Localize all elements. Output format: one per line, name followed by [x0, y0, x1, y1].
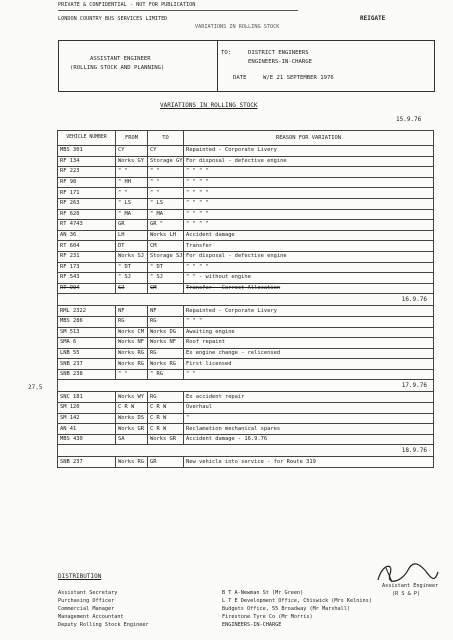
to-line-2: ENGINEERS-IN-CHARGE: [248, 59, 312, 65]
distribution-item: Purchasing Officer: [58, 598, 115, 604]
to-cell: GR: [148, 457, 184, 468]
table-row: [58, 156, 434, 167]
table-row: [58, 146, 434, 157]
to-label: TO:: [221, 50, 232, 56]
from-cell: CY: [116, 146, 148, 157]
to-cell: CY: [148, 146, 184, 157]
from-cell: LH: [116, 230, 148, 241]
signature-dept: (R S & P): [392, 591, 421, 597]
from-cell: Works GY: [116, 156, 148, 167]
to-cell: " ": [148, 167, 184, 178]
vehicle-number-cell: RF 263: [58, 198, 116, 209]
vehicle-number-cell: RML 2322: [58, 306, 116, 317]
from-cell: Works WY: [116, 392, 148, 403]
date-break-row: [58, 380, 434, 392]
header-vehicle-number: VEHICLE NUMBER: [58, 131, 116, 146]
date-value: W/E 21 SEPTEMBER 1976: [263, 75, 334, 81]
variations-table: [57, 130, 434, 468]
distribution-heading: DISTRIBUTION: [58, 573, 102, 580]
vehicle-number-cell: RF 171: [58, 188, 116, 199]
distribution-item: Management Accountant: [58, 614, 124, 620]
vehicle-number-cell: MBS 286: [58, 316, 116, 327]
from-cell: SA: [116, 434, 148, 445]
table-row: [58, 306, 434, 317]
reason-cell: Accident damage: [184, 230, 434, 241]
table-row: [58, 188, 434, 199]
distribution-item: B T A-Newman St (Mr Green): [222, 590, 304, 596]
page-title: VARIATIONS IN ROLLING STOCK: [160, 102, 258, 109]
from-cell: " DT: [116, 262, 148, 273]
vehicle-number-cell: RT 4743: [58, 220, 116, 231]
reason-cell: " " " ": [184, 177, 434, 188]
vehicle-number-cell: RF 223: [58, 167, 116, 178]
to-cell: GR ": [148, 220, 184, 231]
to-line-1: DISTRICT ENGINEERS: [248, 50, 309, 56]
from-cell: " LS: [116, 198, 148, 209]
to-cell: RG: [148, 392, 184, 403]
reason-cell: Accident damage - 16.9.76: [184, 434, 434, 445]
table-row: [58, 262, 434, 273]
from-cell: " MA: [116, 209, 148, 220]
reason-cell: New vehicle into service - for Route 319: [184, 457, 434, 468]
from-cell: Works SJ: [116, 251, 148, 262]
reason-cell: " " " ": [184, 209, 434, 220]
reason-cell: Ex engine change - relicensed: [184, 348, 434, 359]
date-break-row: [58, 294, 434, 306]
distribution-list-left: [58, 589, 149, 629]
vehicle-number-cell: AN 41: [58, 424, 116, 435]
from-cell: GR: [116, 220, 148, 231]
to-cell: Works GR: [148, 434, 184, 445]
to-cell: " DT: [148, 262, 184, 273]
from-cell: " SJ: [116, 273, 148, 284]
table-row: [58, 209, 434, 220]
table-row: [58, 457, 434, 468]
company-name: LONDON COUNTRY BUS SERVICES LIMITED: [58, 16, 168, 22]
to-cell: C R W: [148, 403, 184, 414]
distribution-item: Deputy Rolling Stock Engineer: [58, 622, 149, 628]
vehicle-number-cell: RT 994: [58, 283, 116, 294]
date-break-spacer: [58, 294, 116, 306]
reason-cell: " " " ": [184, 188, 434, 199]
vehicle-number-cell: RF 543: [58, 273, 116, 284]
to-cell: " LS: [148, 198, 184, 209]
from-cell: Works CM: [116, 327, 148, 338]
to-cell: " SJ: [148, 273, 184, 284]
reason-cell: Roof repaint: [184, 338, 434, 349]
vehicle-number-cell: SNB 237: [58, 457, 116, 468]
vehicle-number-cell: RF 231: [58, 251, 116, 262]
reason-cell: Transfer - Correct Allocation: [184, 283, 434, 294]
reason-cell: Transfer: [184, 241, 434, 252]
table-row: [58, 316, 434, 327]
to-cell: Storage SJ: [148, 251, 184, 262]
from-cell: C R W: [116, 403, 148, 414]
table-row: [58, 273, 434, 284]
from-cell: SJ: [116, 283, 148, 294]
table-row: [58, 198, 434, 209]
date-break-row: [58, 445, 434, 457]
from-cell: Works RG: [116, 348, 148, 359]
date-break-label: 16.9.76: [116, 294, 434, 306]
distribution-list-right: [222, 589, 372, 629]
distribution-item: Firestone Tyre Co (Mr Morris): [222, 614, 313, 620]
from-box: [58, 40, 218, 92]
reason-cell: " ": [184, 369, 434, 380]
from-cell: " ": [116, 369, 148, 380]
table-row: [58, 392, 434, 403]
vehicle-number-cell: MBS 301: [58, 146, 116, 157]
header-to: TO: [148, 131, 184, 146]
vehicle-number-cell: SNB 238: [58, 369, 116, 380]
reason-cell: Overhaul: [184, 403, 434, 414]
from-cell: DT: [116, 241, 148, 252]
distribution-item: Assistant Secretary: [58, 590, 118, 596]
table-row: [58, 413, 434, 424]
vehicle-number-cell: LNB 55: [58, 348, 116, 359]
to-cell: " ": [148, 177, 184, 188]
reason-cell: " " ": [184, 316, 434, 327]
to-cell: RG: [148, 316, 184, 327]
reason-cell: First licensed: [184, 359, 434, 370]
to-cell: CM: [148, 241, 184, 252]
to-cell: Works NF: [148, 338, 184, 349]
distribution-item: Budgets Office, 55 Broadway (Mr Marshall): [222, 606, 351, 612]
to-cell: RG: [148, 348, 184, 359]
table-header-row: [58, 131, 434, 146]
table-row: [58, 283, 434, 294]
from-cell: NF: [116, 306, 148, 317]
classification-line: PRIVATE & CONFIDENTIAL - NOT FOR PUBLICATION: [58, 2, 196, 8]
vehicle-number-cell: SNC 181: [58, 392, 116, 403]
from-cell: " HH: [116, 177, 148, 188]
vehicle-number-cell: RF 98: [58, 177, 116, 188]
to-cell: " ": [148, 188, 184, 199]
from-cell: Works GR: [116, 424, 148, 435]
from-line-1: ASSISTANT ENGINEER: [90, 56, 151, 62]
vehicle-number-cell: RF 620: [58, 209, 116, 220]
table-row: [58, 434, 434, 445]
distribution-item: ENGINEERS-IN-CHARGE: [222, 622, 282, 628]
date-label: DATE: [233, 75, 247, 81]
distribution-item: Commercial Manager: [58, 606, 115, 612]
reason-cell: " " " ": [184, 220, 434, 231]
to-cell: Storage GY: [148, 156, 184, 167]
signature-title: Assistant Engineer: [382, 583, 439, 589]
to-box: [217, 40, 435, 92]
header-reason: REASON FOR VARIATION: [184, 131, 434, 146]
vehicle-number-cell: SM 142: [58, 413, 116, 424]
location: REIGATE: [360, 15, 386, 22]
to-cell: C R W: [148, 413, 184, 424]
to-cell: Works LH: [148, 230, 184, 241]
table-row: [58, 220, 434, 231]
reason-cell: Awaiting engine: [184, 327, 434, 338]
vehicle-number-cell: RF 173: [58, 262, 116, 273]
to-cell: CM: [148, 283, 184, 294]
date-break-label: 18.9.76: [116, 445, 434, 457]
reason-cell: ": [184, 413, 434, 424]
table-row: [58, 167, 434, 178]
to-cell: " MA: [148, 209, 184, 220]
vehicle-number-cell: MBS 430: [58, 434, 116, 445]
table-row: [58, 177, 434, 188]
reason-cell: " " " ": [184, 167, 434, 178]
vehicle-number-cell: SMA 6: [58, 338, 116, 349]
margin-note: 27.5: [28, 384, 43, 391]
reason-cell: For disposal - defective engine: [184, 156, 434, 167]
to-cell: Works RG: [148, 359, 184, 370]
to-cell: Works DG: [148, 327, 184, 338]
vehicle-number-cell: SM 513: [58, 327, 116, 338]
reason-cell: " " - without engine: [184, 273, 434, 284]
reason-cell: " " " ": [184, 262, 434, 273]
from-cell: Works RG: [116, 359, 148, 370]
from-line-2: (ROLLING STOCK AND PLANNING): [70, 65, 165, 71]
reason-cell: Ex accident repair: [184, 392, 434, 403]
from-cell: Works NF: [116, 338, 148, 349]
vehicle-number-cell: SNB 237: [58, 359, 116, 370]
from-cell: Works RG: [116, 457, 148, 468]
table-row: [58, 424, 434, 435]
to-cell: " RG: [148, 369, 184, 380]
table-row: [58, 230, 434, 241]
table-row: [58, 327, 434, 338]
table-row: [58, 251, 434, 262]
date-break-spacer: [58, 445, 116, 457]
vehicle-number-cell: RF 134: [58, 156, 116, 167]
date-break-label: 17.9.76: [116, 380, 434, 392]
reason-cell: Reclamation mechanical spares: [184, 424, 434, 435]
from-cell: " ": [116, 167, 148, 178]
first-date: 15.9.76: [396, 116, 422, 123]
vehicle-number-cell: AN 36: [58, 230, 116, 241]
from-cell: RG: [116, 316, 148, 327]
table-row: [58, 241, 434, 252]
to-cell: C R W: [148, 424, 184, 435]
vehicle-number-cell: RT 604: [58, 241, 116, 252]
table-row: [58, 338, 434, 349]
reason-cell: " " " ": [184, 198, 434, 209]
document-type: VARIATIONS IN ROLLING STOCK: [195, 24, 280, 30]
distribution-item: L T E Development Office, Chiswick (Mrs Kelnins): [222, 598, 372, 604]
date-break-spacer: [58, 380, 116, 392]
table-row: [58, 403, 434, 414]
table-row: [58, 369, 434, 380]
reason-cell: Repainted - Corporate Livery: [184, 146, 434, 157]
reason-cell: For disposal - defective engine: [184, 251, 434, 262]
vehicle-number-cell: SM 120: [58, 403, 116, 414]
from-cell: " ": [116, 188, 148, 199]
table-row: [58, 359, 434, 370]
table-body: [58, 146, 434, 468]
reason-cell: Repainted - Corporate Livery: [184, 306, 434, 317]
header-from: FROM: [116, 131, 148, 146]
to-cell: NF: [148, 306, 184, 317]
table-row: [58, 348, 434, 359]
header-rule: [58, 10, 298, 11]
from-cell: Works DS: [116, 413, 148, 424]
